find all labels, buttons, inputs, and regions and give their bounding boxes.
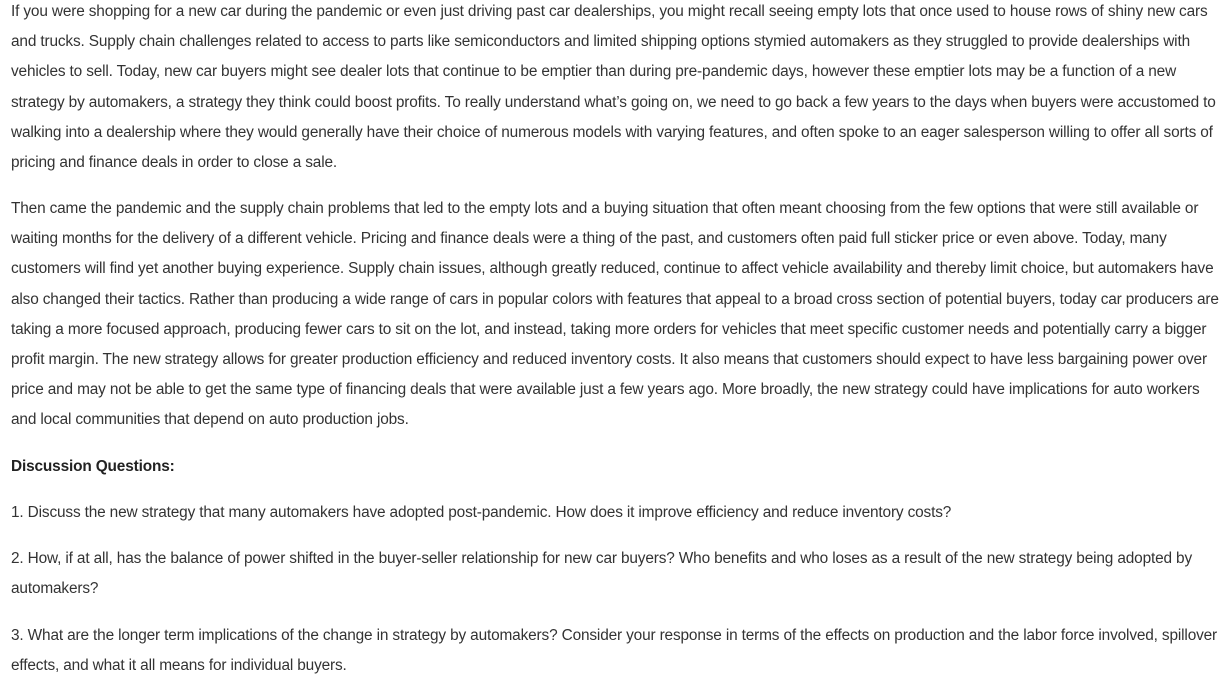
paragraph-intro: If you were shopping for a new car during the pandemic or even just driving past car dealerships, you might recall seeing empty lots that once used to house rows of shiny new cars and trucks. Supply chain challenges related to access to parts like semiconductors and limited shipping options stymied automakers as they struggled to provide dealerships with vehicles to sell. Today, new car buyers might see dealer lots that continue to be emptier than during pre-pandemic days, however these emptier lots may be a function of a new strategy by automakers, a strategy they think could boost profits. To really understand what’s going on, we need to go back a few years to the days when buyers were accustomed to walking into a dealership where they would generally have their choice of numerous models with varying features, and often spoke to an eager salesperson willing to offer all sorts of pricing and finance deals in order to close a sale. [11,3,1216,172]
discussion-question-3: 3. What are the longer term implications of the change in strategy by automakers? Consider your response in terms of the effects on production and the labor force involved, spillover effects, and what it all means for individual buyers. [11,627,1218,675]
paragraph-pandemic-strategy: Then came the pandemic and the supply chain problems that led to the empty lots and a buying situation that often meant choosing from the few options that were still available or waiting months for the delivery of a different vehicle. Pricing and finance deals were a thing of the past, and customers often paid full sticker price or even above. Today, many customers will find yet another buying experience. Supply chain issues, although greatly reduced, continue to affect vehicle availability and thereby limit choice, but automakers have also changed their tactics. Rather than producing a wide range of cars in popular colors with features that appeal to a broad cross section of potential buyers, today car producers are taking a more focused approach, producing fewer cars to sit on the lot, and instead, taking more orders for vehicles that meet specific customer needs and potentially carry a bigger profit margin. The new strategy allows for greater production efficiency and reduced inventory costs. It also means that customers should expect to have less bargaining power over price and may not be able to get the same type of financing deals that were available just a few years ago. More broadly, the new strategy could have implications for auto workers and local communities that depend on auto production jobs. [11,200,1219,429]
discussion-question-1: 1. Discuss the new strategy that many automakers have adopted post-pandemic. How does it improve efficiency and reduce inventory costs? [11,504,952,521]
discussion-questions-heading: Discussion Questions: [11,458,175,475]
discussion-question-2: 2. How, if at all, has the balance of power shifted in the buyer-seller relationship for new car buyers? Who benefits and who loses as a result of the new strategy being adopted by automakers? [11,550,1193,598]
